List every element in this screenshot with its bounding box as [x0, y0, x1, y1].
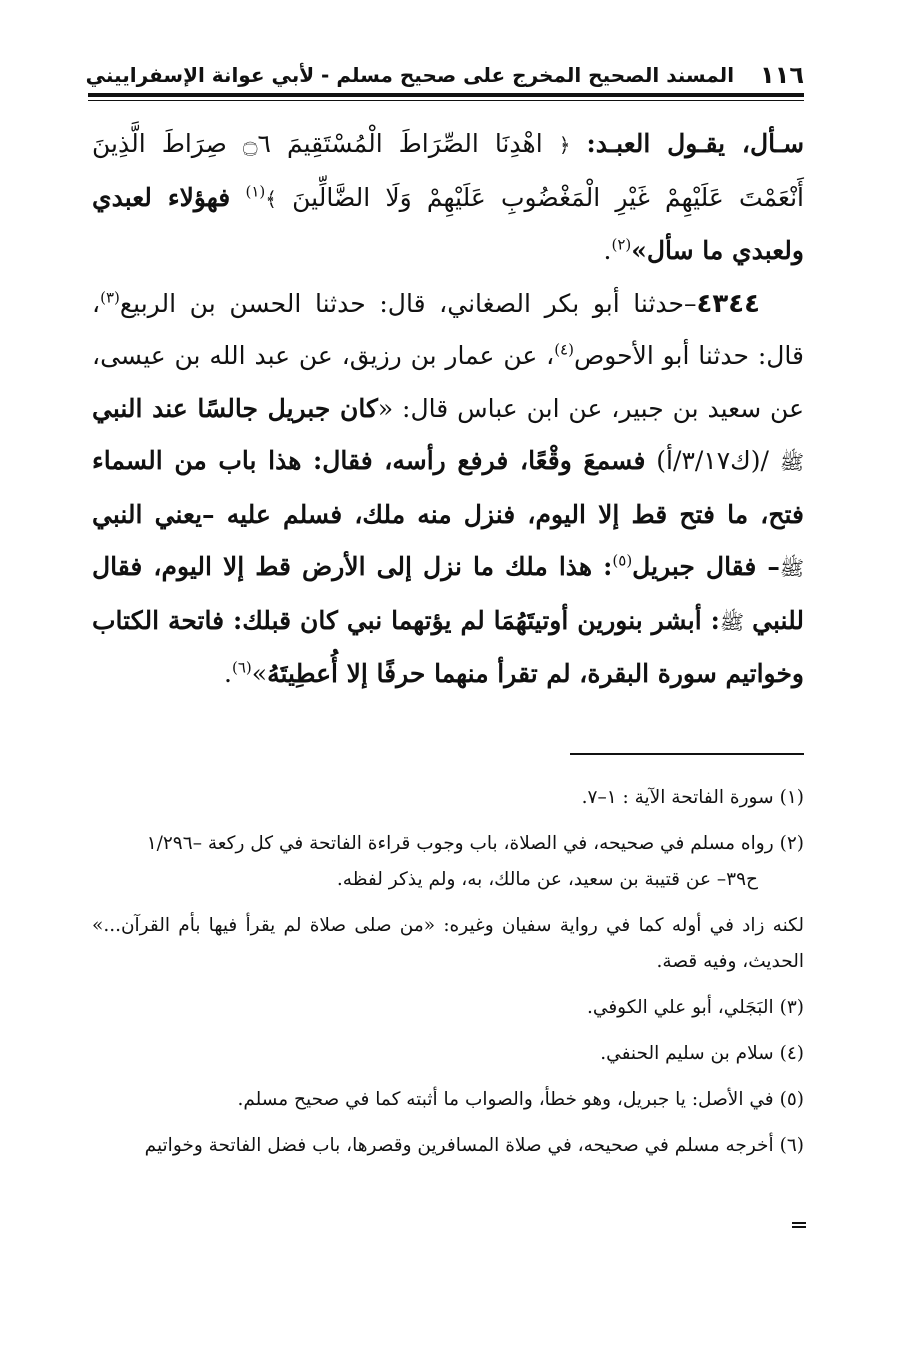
footnote-text: في الأصل: يا جبريل، وهو خطأ، والصواب ما أثبته كما في صحيح مسلم. — [237, 1089, 774, 1110]
footnote-ref-2: (٢) — [611, 235, 632, 254]
page-number: ١١٦ — [760, 61, 804, 89]
salla-symbol: ﷺ — [779, 450, 804, 474]
footnote-number: (٦) — [779, 1135, 804, 1156]
header-rule-thick — [88, 93, 804, 97]
quran-verse: اهْدِنَا الصِّرَاطَ الْمُسْتَقِيمَ ۝٦ صِرَاطَ الَّذِينَ أَنْعَمْتَ عَلَيْهِمْ غَيْرِ الْمَغْضُوبِ عَلَيْهِمْ وَلَا الضَّالِّينَ — [92, 129, 804, 212]
main-text — [92, 118, 804, 701]
sentence-end: . — [224, 659, 232, 688]
salla-symbol: ﷺ — [719, 609, 744, 634]
quote-close: » — [251, 659, 268, 688]
sentence-end: . — [603, 236, 612, 265]
footnote-ref-6: (٦) — [232, 658, 252, 677]
footnote-number: (٤) — [779, 1043, 804, 1064]
continuation-mark — [792, 1222, 806, 1228]
footnote-text: ح٣٩– عن قتيبة بن سعيد، عن مالك، به، ولم يذكر لفظه. — [336, 869, 758, 890]
footnote-text: رواه مسلم في صحيحه، في الصلاة، باب وجوب قراءة الفاتحة في كل ركعة –١/٢٩٦ — [146, 833, 774, 854]
footnote-number: (١) — [779, 787, 804, 808]
footnote-separator — [570, 753, 804, 755]
footnote-number: (٢) — [779, 833, 804, 854]
footnote-6 — [92, 1128, 804, 1164]
matn-part-2: فسمعَ وقْعًا، فرفع رأسه، فقال: هذا باب من السماء فتح، ما فتح قط إلا اليوم، فنزل منه ملك، فسلم عليه –يعني النبي — [92, 446, 804, 529]
matn-part-1: كان جبريل جالسًا عند النبي — [92, 393, 378, 423]
footnote-2-continued — [92, 862, 804, 898]
isnad-part-3: ، عن عمار بن رزيق، عن عبد الله بن عيسى، عن سعيد بن جبير، عن ابن عباس قال: « — [92, 341, 804, 423]
paragraph-hadith — [92, 278, 804, 701]
footnote-text: لكنه زاد في أوله كما في رواية سفيان وغيره: «من صلى صلاة لم يقرأ فيها بأم القرآن...» الحديث، وفيه قصة. — [92, 915, 804, 972]
footnote-text: سورة الفاتحة الآية : ١–٧. — [581, 787, 774, 808]
lead-text: سـأل، يقـول العبـد: — [586, 129, 805, 158]
running-title: المسند الصحيح المخرج على صحيح مسلم - لأبي عوانة الإسفراييني — [85, 63, 735, 87]
paragraph-fatiha — [92, 118, 804, 278]
footnote-2 — [92, 826, 804, 862]
quran-bracket-close: ﴾ — [265, 186, 277, 211]
matn-part-3: – فقال جبريل — [632, 552, 780, 581]
manuscript-ref: /(ك٣/١٧/أ) — [645, 446, 780, 475]
header-rule-thin — [88, 100, 804, 101]
footnote-3 — [92, 990, 804, 1026]
footnote-ref-3: (٣) — [100, 288, 120, 307]
footnote-ref-4: (٤) — [554, 340, 574, 359]
footnote-5 — [92, 1082, 804, 1118]
matn-part-4: : هذا ملك ما نزل إلى الأرض قط إلا اليوم، فقال للنبي — [92, 552, 804, 635]
footnote-2-addendum — [92, 908, 804, 980]
salla-symbol: ﷺ — [779, 556, 805, 580]
isnad-part-2: ، قال: حدثنا أبو الأحوص — [92, 288, 804, 370]
continuation-mark-glyph — [805, 1224, 806, 1225]
isnad-part-1: –حدثنا أبو بكر الصغاني، قال: حدثنا الحسن بن الربيع — [119, 288, 697, 318]
footnote-text: أخرجه مسلم في صحيحه، في صلاة المسافرين وقصرها، باب فضل الفاتحة وخواتيم — [144, 1135, 774, 1156]
fatiha-tail: فهؤلاء لعبدي ولعبدي ما سأل» — [92, 182, 804, 265]
page-header — [85, 50, 804, 92]
quran-bracket-open: ﴿ — [558, 133, 571, 157]
footnote-number: (٣) — [779, 997, 804, 1018]
footnote-ref-5: (٥) — [612, 551, 633, 570]
footnote-ref-1: (١) — [245, 182, 266, 201]
footnotes — [92, 780, 804, 1174]
footnote-1 — [92, 780, 804, 816]
matn-part-5: : أبشر بنورين أوتيتَهُمَا لم يؤتهما نبي كان قبلك: فاتحة الكتاب وخواتيم سورة البقرة، لم تقرأ منهما حرفًا إلا أُعطِيتَهُ — [92, 605, 804, 688]
footnote-4 — [92, 1036, 804, 1072]
footnote-text: البَجَلي، أبو علي الكوفي. — [587, 997, 774, 1018]
footnote-text: سلام بن سليم الحنفي. — [600, 1043, 774, 1064]
hadith-number: ٤٣٤٤ — [696, 288, 760, 319]
footnote-number: (٥) — [779, 1089, 804, 1110]
